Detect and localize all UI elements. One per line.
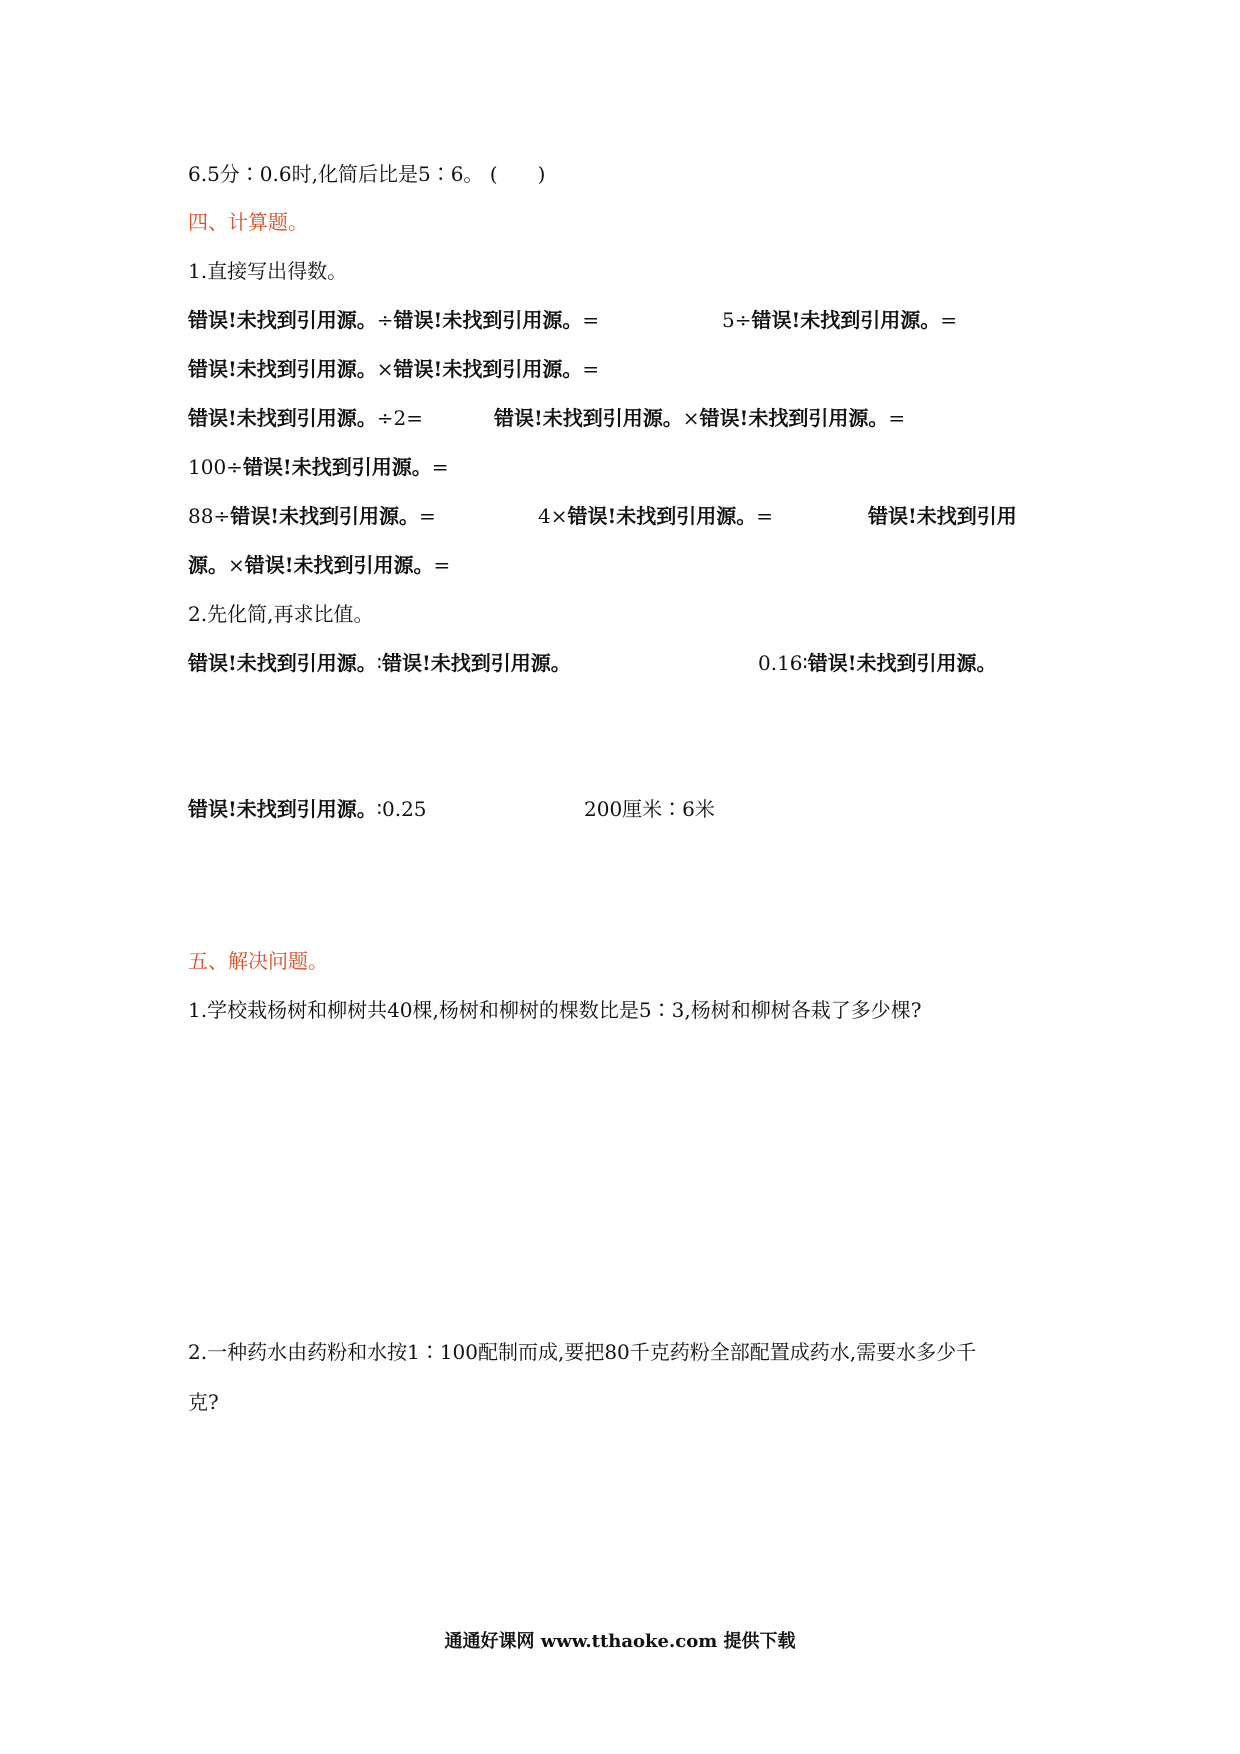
operand: 4× (538, 504, 568, 528)
error-text: 错误!未找到引用源。 (188, 797, 377, 821)
equals: = (582, 357, 600, 381)
operand: ÷2= (376, 406, 424, 430)
error-text: 错误!未找到引用源。 (567, 504, 757, 528)
operator: ÷ (376, 308, 394, 332)
question-6: 6.5分∶0.6时,化简后比是5∶6。 ( ) (188, 162, 546, 186)
error-text: 错误!未找到引用源。 (393, 357, 583, 381)
ratio-expr-2 (758, 649, 997, 677)
operand: 88÷ (188, 504, 231, 528)
error-text: 错误!未找到引用源。 (188, 651, 377, 675)
calc-expr-6 (188, 453, 448, 481)
equals: = (433, 553, 451, 577)
operand: 5÷ (722, 308, 752, 332)
equals: = (756, 504, 774, 528)
operator: × (682, 406, 700, 430)
operand: ∶0.25 (376, 797, 427, 821)
error-text: 错误!未找到引用源。 (382, 651, 571, 675)
equals: = (888, 406, 906, 430)
calc-expr-7 (188, 502, 436, 530)
calc-expr-8 (538, 502, 773, 530)
operator: × (228, 553, 245, 577)
error-text: 错误!未找到引用源。 (242, 455, 432, 479)
equals: = (582, 308, 600, 332)
operator: ∶ (376, 651, 382, 675)
error-text: 错误!未找到引用源。 (699, 406, 889, 430)
error-text: 错误!未找到引用源。 (807, 651, 997, 675)
error-text: 错误!未找到引用源。 (494, 406, 683, 430)
calc-expr-2 (722, 306, 957, 334)
calc-expr-5 (494, 404, 905, 432)
calc-expr-9-part1 (868, 502, 1017, 530)
error-text: 错误!未找到引用源。 (188, 308, 377, 332)
error-text: 错误!未找到引用源。 (230, 504, 419, 528)
error-text: 错误!未找到引用源。 (188, 406, 377, 430)
section-5-question-2-line-2: 克? (188, 1390, 219, 1414)
equals: = (419, 504, 436, 528)
section-5-heading: 五、解决问题。 (188, 949, 328, 973)
ratio-expr-4: 200厘米∶6米 (584, 797, 715, 821)
ratio-expr-3 (188, 795, 427, 823)
error-text: 错误!未找到引用源。 (244, 553, 434, 577)
section-5-question-1: 1.学校栽杨树和柳树共40棵,杨树和柳树的棵数比是5∶3,杨树和柳树各栽了多少棵? (188, 998, 922, 1022)
error-text: 错误!未找到引用 (868, 504, 1017, 528)
calc-expr-3 (188, 355, 599, 383)
operand: 0.16∶ (758, 651, 808, 675)
equals: = (940, 308, 958, 332)
section-4-heading: 四、计算题。 (188, 210, 308, 234)
calc-expr-9-part2 (188, 551, 450, 579)
operand: 100÷ (188, 455, 243, 479)
error-text: 错误!未找到引用源。 (188, 357, 377, 381)
error-text: 源。 (188, 553, 228, 577)
ratio-expr-1 (188, 649, 571, 677)
section-4-question-1: 1.直接写出得数。 (188, 259, 348, 283)
page-footer: 通通好课网 www.tthaoke.com 提供下载 (444, 1631, 796, 1652)
section-5-question-2-line-1: 2.一种药水由药粉和水按1∶100配制而成,要把80千克药粉全部配置成药水,需要水多少千 (188, 1340, 977, 1364)
calc-expr-4 (188, 404, 423, 432)
equals: = (431, 455, 449, 479)
section-4-question-2: 2.先化简,再求比值。 (188, 602, 374, 626)
operator: × (376, 357, 394, 381)
error-text: 错误!未找到引用源。 (393, 308, 583, 332)
calc-expr-1 (188, 306, 599, 334)
error-text: 错误!未找到引用源。 (751, 308, 941, 332)
